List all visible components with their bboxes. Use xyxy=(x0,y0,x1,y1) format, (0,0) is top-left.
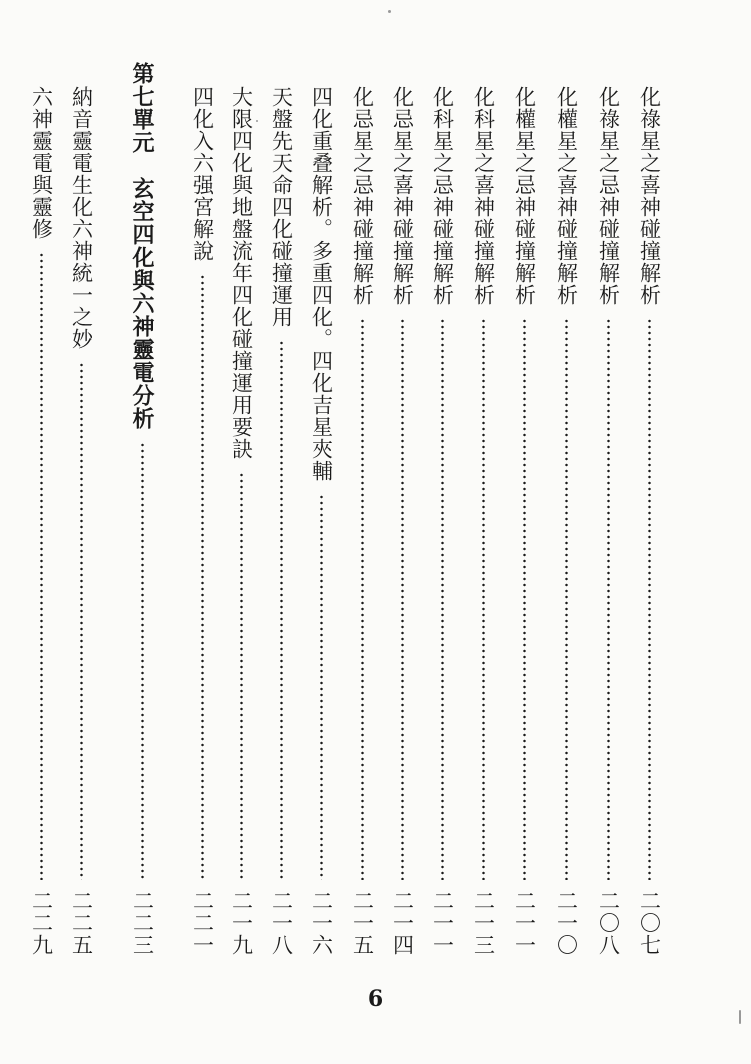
scan-speck xyxy=(256,120,258,122)
entry-title: 化權星之忌神碰撞解析 xyxy=(512,86,537,306)
toc-entry-8 xyxy=(347,86,377,956)
entry-page-number: 二二一 xyxy=(190,890,215,956)
entry-title: 化科星之喜神碰撞解析 xyxy=(471,86,496,306)
entry-page-number: 二一五 xyxy=(350,890,375,956)
entry-page-number: 二一一 xyxy=(512,890,537,956)
dot-leader xyxy=(482,318,485,880)
dot-leader xyxy=(441,318,444,880)
entry-page-number: 二一九 xyxy=(229,890,254,956)
entry-title: 四化重叠解析。多重四化。四化吉星夾輔 xyxy=(309,86,334,482)
dot-leader xyxy=(401,318,404,880)
entry-title: 化忌星之喜神碰撞解析 xyxy=(390,86,415,306)
entry-page-number: 二一八 xyxy=(269,890,294,956)
dot-leader xyxy=(648,318,651,880)
dot-leader xyxy=(280,340,283,880)
scan-mark xyxy=(739,1010,741,1024)
entry-page-number: 二二五 xyxy=(69,890,94,956)
dot-leader xyxy=(80,362,83,880)
dot-leader xyxy=(565,318,568,880)
dot-leader xyxy=(523,318,526,880)
entry-page-number: 二一四 xyxy=(390,890,415,956)
entry-page-number: 二〇八 xyxy=(596,890,621,956)
toc-entry-15 xyxy=(26,86,56,956)
scan-speck xyxy=(388,10,391,13)
section-title: 第七單元 玄空四化與六神靈電分析 xyxy=(129,62,155,430)
toc-entry-6 xyxy=(427,86,457,956)
entry-page-number: 二一〇 xyxy=(554,890,579,956)
entry-page-number: 二一一 xyxy=(430,890,455,956)
entry-page-number: 二一六 xyxy=(309,890,334,956)
dot-leader xyxy=(201,274,204,880)
entry-title: 化祿星之喜神碰撞解析 xyxy=(637,86,662,306)
toc-entry-5 xyxy=(468,86,498,956)
entry-title: 四化入六强宮解說 xyxy=(190,86,215,262)
toc-entry-9 xyxy=(306,86,336,956)
dot-leader xyxy=(361,318,364,880)
dot-leader xyxy=(320,494,323,880)
entry-page-number: 二一三 xyxy=(471,890,496,956)
entry-title: 化科星之忌神碰撞解析 xyxy=(430,86,455,306)
entry-title: 六神靈電與靈修 xyxy=(29,86,54,240)
toc-entry-1 xyxy=(634,86,664,956)
entry-title: 天盤先天命四化碰撞運用 xyxy=(269,86,294,328)
toc-entry-11 xyxy=(226,86,256,956)
entry-title: 化祿星之忌神碰撞解析 xyxy=(596,86,621,306)
entry-title: 化忌星之忌神碰撞解析 xyxy=(350,86,375,306)
entry-page-number: 二二九 xyxy=(29,890,54,956)
dot-leader xyxy=(240,472,243,880)
entry-title: 大限四化與地盤流年四化碰撞運用要訣 xyxy=(229,86,254,460)
entry-title: 納音靈電生化六神統一之妙 xyxy=(69,86,94,350)
page-number: 6 xyxy=(367,986,384,1012)
dot-leader xyxy=(141,442,144,880)
toc-section-heading xyxy=(127,62,157,956)
dot-leader xyxy=(607,318,610,880)
entry-page-number: 二〇七 xyxy=(637,890,662,956)
section-page-number: 二二三 xyxy=(130,890,155,956)
dot-leader xyxy=(40,252,43,880)
toc-entry-3 xyxy=(551,86,581,956)
entry-title: 化權星之喜神碰撞解析 xyxy=(554,86,579,306)
toc-entry-12 xyxy=(187,86,217,956)
toc-entry-7 xyxy=(387,86,417,956)
toc-entry-14 xyxy=(66,86,96,956)
toc-entry-4 xyxy=(509,86,539,956)
toc-entry-2 xyxy=(593,86,623,956)
toc-entry-10 xyxy=(266,86,296,956)
